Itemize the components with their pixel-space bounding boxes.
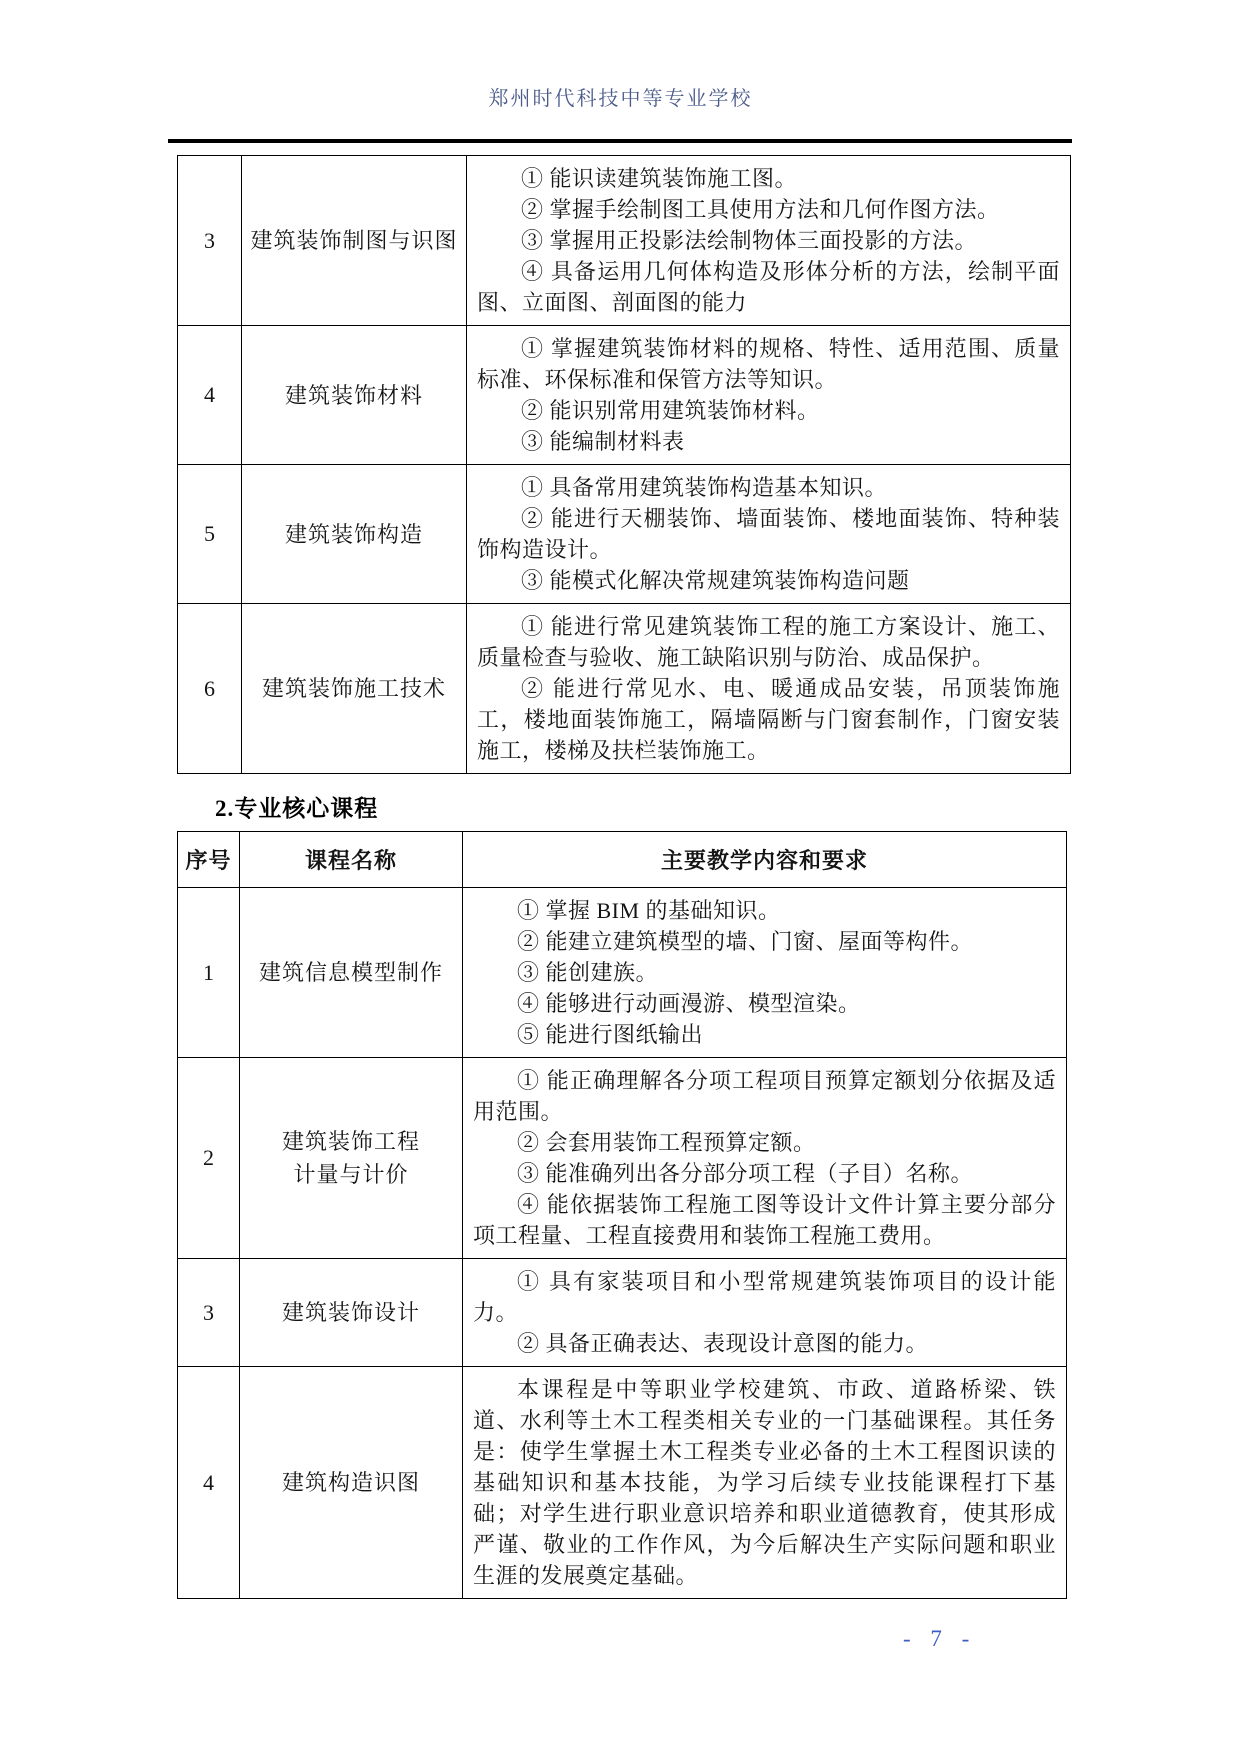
page-content [177,155,1060,1599]
row-number-cell: 3 [178,1259,240,1367]
content-paragraph: ② 能进行常见水、电、暖通成品安装，吊顶装饰施工，楼地面装饰施工，隔墙隔断与门窗套制作，门窗安装施工，楼梯及扶栏装饰施工。 [477,676,1060,763]
row-number-cell: 6 [178,604,242,774]
course-name-cell [242,465,467,604]
course-name-cell [240,1367,463,1599]
row-number-cell: 4 [178,1367,240,1599]
content-paragraph: ① 具备常用建筑装饰构造基本知识。 [521,475,888,500]
content-paragraph: ③ 掌握用正投影法绘制物体三面投影的方法。 [521,228,978,253]
course-name-cell [242,326,467,465]
header-cell-teaching-content: 主要教学内容和要求 [463,832,1067,888]
course-content-cell [463,888,1067,1058]
course-name-line: 建筑装饰设计 [281,1300,420,1325]
course-table-row [178,888,1067,1058]
course-name-line: 建筑装饰工程 [281,1129,420,1154]
row-number-cell: 3 [178,156,242,326]
course-name-cell [240,1058,463,1259]
content-paragraph: ① 能进行常见建筑装饰工程的施工方案设计、施工、质量检查与验收、施工缺陷识别与防治、成品保护。 [477,614,1060,670]
content-paragraph: ② 具备正确表达、表现设计意图的能力。 [517,1331,929,1356]
core-courses-table-body [178,888,1067,1599]
school-name-title: 郑州时代科技中等专业学校 [488,88,753,110]
basic-courses-table [177,155,1071,774]
content-paragraph: ③ 能编制材料表 [521,429,685,454]
course-name-line: 建筑装饰材料 [284,382,423,408]
content-paragraph: ② 能建立建筑模型的墙、门窗、屋面等构件。 [517,929,974,954]
content-paragraph: ③ 能准确列出各分部分项工程（子目）名称。 [517,1161,974,1186]
course-content-cell [463,1259,1067,1367]
doc-header [0,82,1241,111]
course-table-row [178,1367,1067,1599]
page-number: - 7 - [903,1626,977,1651]
content-paragraph: ④ 能依据装饰工程施工图等设计文件计算主要分部分项工程量、工程直接费用和装饰工程施工费用。 [473,1192,1056,1248]
content-paragraph: ① 能正确理解各分项工程项目预算定额划分依据及适用范围。 [473,1068,1056,1124]
course-name-line: 建筑装饰构造 [284,521,423,547]
content-paragraph: 本课程是中等职业学校建筑、市政、道路桥梁、铁道、水利等土木工程类相关专业的一门基础课程。其任务是：使学生掌握土木工程类专业必备的土木工程图识读的基础知识和基本技能，为学习后续专业技能课程打下基础；对学生进行职业意识培养和职业道德教育，使其形成严谨、敬业的工作作风，为今后解决生产实际问题和职业生涯的发展奠定基础。 [473,1377,1056,1588]
content-paragraph: ② 能识别常用建筑装饰材料。 [521,398,820,423]
course-name-line: 计量与计价 [293,1162,409,1187]
header-cell-course-name: 课程名称 [240,832,463,888]
table-header-row [178,832,1067,888]
course-content-cell [463,1367,1067,1599]
course-table-row [178,326,1071,465]
course-content-cell [467,604,1071,774]
content-paragraph: ① 具有家装项目和小型常规建筑装饰项目的设计能力。 [473,1269,1056,1325]
content-paragraph: ② 能进行天棚装饰、墙面装饰、楼地面装饰、特种装饰构造设计。 [477,506,1060,562]
section-heading-core-courses: 2.专业核心课程 [215,796,379,821]
content-paragraph: ② 会套用装饰工程预算定额。 [517,1130,816,1155]
content-paragraph: ② 掌握手绘制图工具使用方法和几何作图方法。 [521,197,1000,222]
course-name-line: 建筑装饰施工技术 [261,676,446,701]
row-number-cell: 4 [178,326,242,465]
header-rule-divider [168,139,1072,143]
course-name-cell [242,604,467,774]
course-content-cell [463,1058,1067,1259]
content-paragraph: ④ 能够进行动画漫游、模型渲染。 [517,991,861,1016]
course-name-line: 建筑信息模型制作 [258,960,443,985]
course-content-cell [467,326,1071,465]
row-number-cell: 2 [178,1058,240,1259]
course-content-cell [467,465,1071,604]
content-paragraph: ③ 能创建族。 [517,960,659,985]
row-number-cell: 5 [178,465,242,604]
core-courses-table-head [178,832,1067,888]
course-table-row [178,465,1071,604]
course-table-row [178,604,1071,774]
core-courses-table [177,831,1067,1599]
course-name-line: 建筑构造识图 [281,1470,420,1495]
content-paragraph: ① 掌握建筑装饰材料的规格、特性、适用范围、质量标准、环保标准和保管方法等知识。 [477,336,1060,392]
content-paragraph: ③ 能模式化解决常规建筑装饰构造问题 [521,568,910,593]
basic-courses-table-body [178,156,1071,774]
content-paragraph: ④ 具备运用几何体构造及形体分析的方法，绘制平面图、立面图、剖面图的能力 [477,259,1060,315]
course-name-line: 建筑装饰制图与识图 [250,228,458,253]
course-table-row [178,156,1071,326]
course-name-cell [242,156,467,326]
content-paragraph: ① 能识读建筑装饰施工图。 [521,166,798,191]
header-cell-seq-no: 序号 [178,832,240,888]
course-content-cell [467,156,1071,326]
course-table-row [178,1259,1067,1367]
content-paragraph: ① 掌握 BIM 的基础知识。 [517,898,781,923]
row-number-cell: 1 [178,888,240,1058]
course-table-row [178,1058,1067,1259]
course-name-cell [240,1259,463,1367]
course-name-cell [240,888,463,1058]
content-paragraph: ⑤ 能进行图纸输出 [517,1022,704,1047]
